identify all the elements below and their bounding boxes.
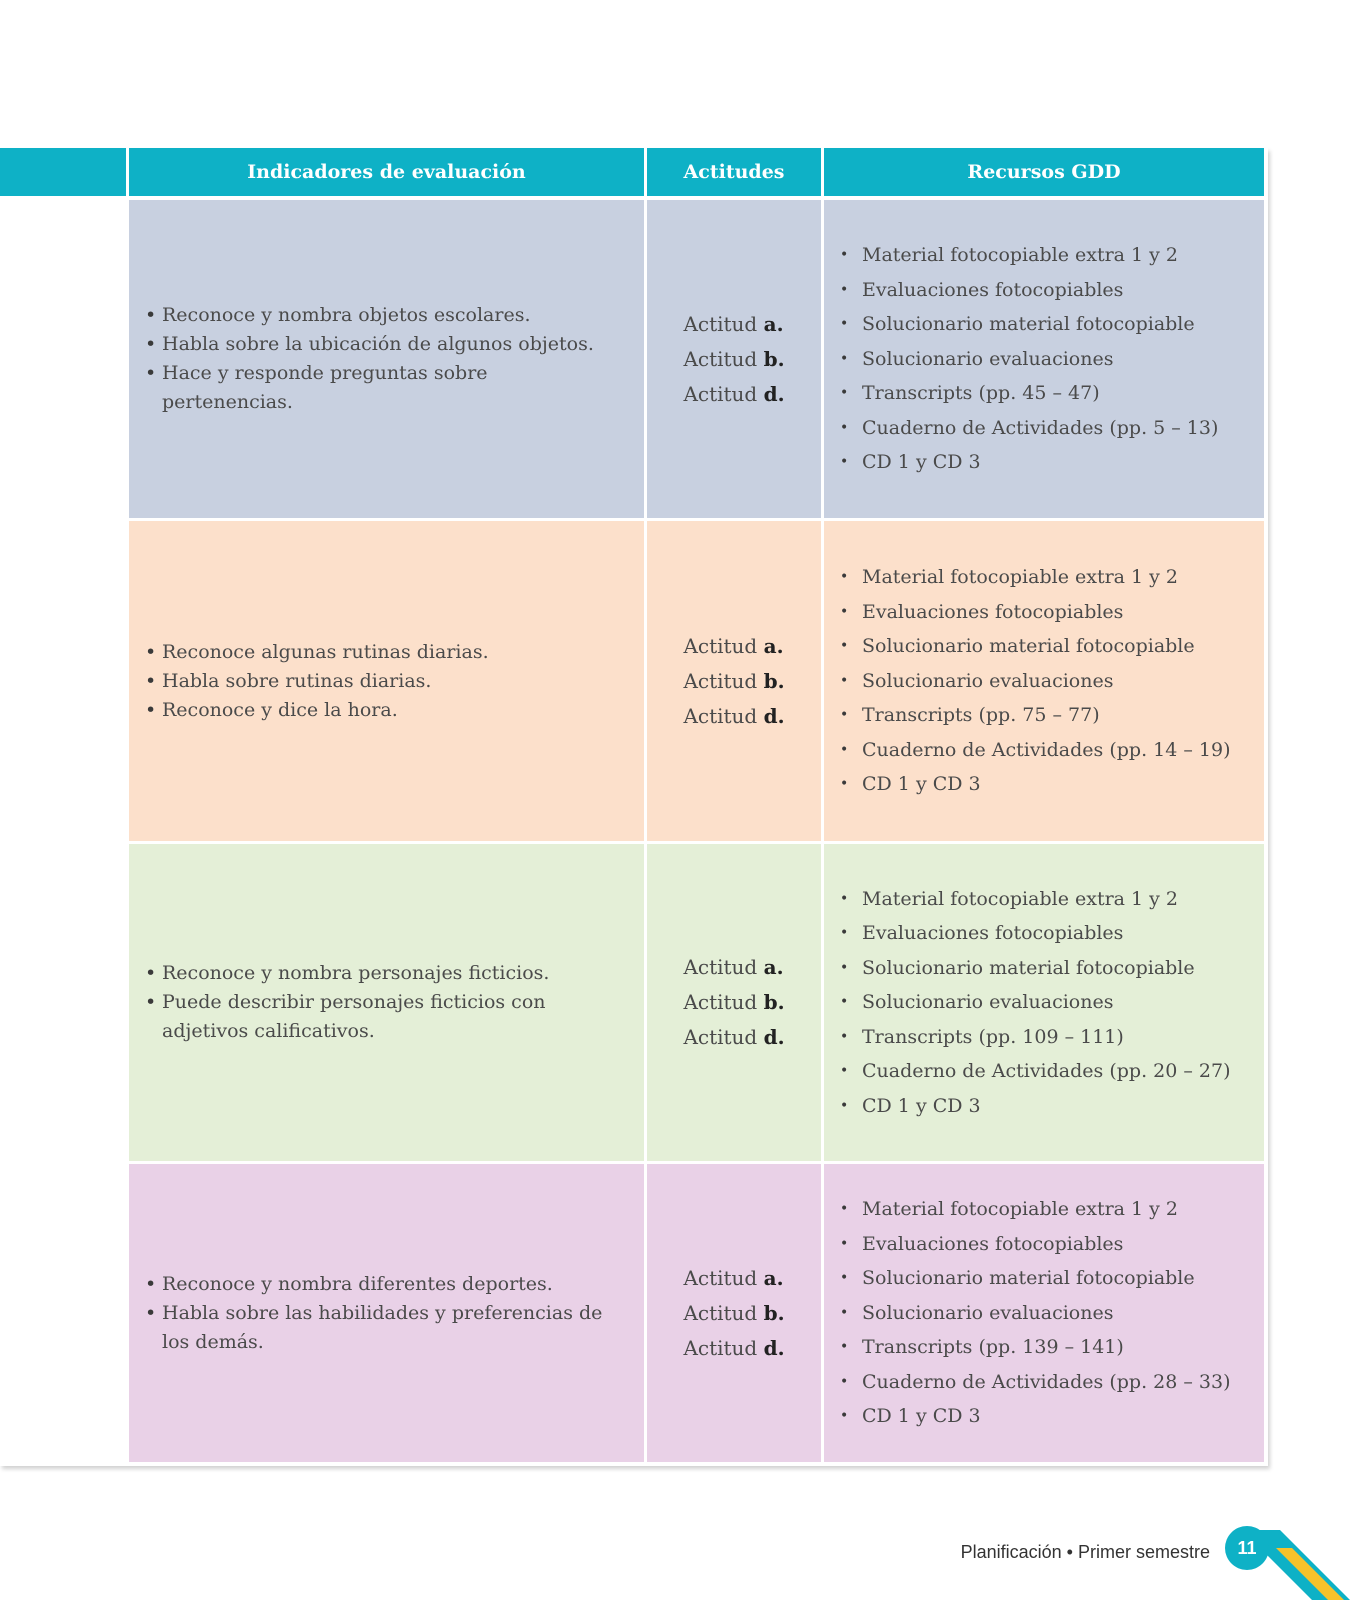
resource-item: • Solucionario material fotocopiable — [838, 951, 1231, 986]
page-number: 11 — [1225, 1526, 1269, 1570]
attitude-prefix: Actitud — [683, 990, 758, 1014]
attitude-prefix: Actitud — [683, 346, 758, 371]
resource-item: • Solucionario material fotocopiable — [838, 629, 1231, 664]
indicators-cell — [129, 844, 644, 1161]
indicators-cell — [129, 521, 644, 841]
resources-cell — [824, 521, 1264, 841]
indicator-item: • Reconoce y nombra personajes ficticios. — [145, 959, 624, 988]
indicator-item: • Hace y responde preguntas sobre pertenencias. — [145, 359, 624, 417]
resource-item: • Material fotocopiable extra 1 y 2 — [838, 238, 1218, 273]
attitude-item — [683, 377, 784, 412]
indicator-item: • Habla sobre rutinas diarias. — [145, 667, 489, 696]
indicator-item: • Reconoce y nombra diferentes deportes. — [145, 1270, 624, 1299]
attitude-prefix: Actitud — [683, 955, 758, 979]
attitudes-list — [683, 1261, 784, 1366]
attitude-letter: a. — [763, 311, 784, 336]
attitude-item — [683, 307, 784, 342]
indicators-cell — [129, 200, 644, 518]
resource-item: • Transcripts (pp. 109 – 111) — [838, 1020, 1231, 1055]
resource-item: • Cuaderno de Actividades (pp. 28 – 33) — [838, 1365, 1231, 1400]
attitude-letter: b. — [763, 990, 785, 1014]
attitude-letter: d. — [763, 703, 785, 728]
indicator-item: • Puede describir personajes ficticios con adjetivos calificativos. — [145, 988, 624, 1046]
attitudes-list — [683, 629, 784, 734]
indicators-list — [145, 959, 624, 1046]
attitude-letter: a. — [763, 1265, 784, 1290]
footer-section-label: Planificación • Primer semestre — [960, 1542, 1210, 1562]
attitude-letter: a. — [763, 955, 784, 979]
resource-item: • Material fotocopiable extra 1 y 2 — [838, 560, 1231, 595]
resource-item: • Transcripts (pp. 75 – 77) — [838, 698, 1231, 733]
attitude-letter: d. — [763, 1335, 785, 1360]
attitude-prefix: Actitud — [683, 1335, 758, 1360]
attitude-letter: b. — [763, 668, 785, 693]
attitude-prefix: Actitud — [683, 668, 758, 693]
attitude-letter: a. — [763, 633, 784, 658]
attitude-item — [683, 1020, 784, 1055]
attitude-letter: b. — [763, 1300, 785, 1325]
resource-item: • CD 1 y CD 3 — [838, 1089, 1231, 1124]
attitude-prefix: Actitud — [683, 311, 758, 336]
attitudes-cell — [647, 521, 821, 841]
resource-item: • Solucionario evaluaciones — [838, 342, 1218, 377]
resource-item: • Solucionario evaluaciones — [838, 985, 1231, 1020]
indicators-cell — [129, 1164, 644, 1462]
attitude-item — [683, 664, 784, 699]
attitude-item — [683, 950, 784, 985]
attitudes-list — [683, 950, 784, 1055]
resource-item: • Transcripts (pp. 139 – 141) — [838, 1330, 1231, 1365]
attitude-prefix: Actitud — [683, 1300, 758, 1325]
resource-item: • Material fotocopiable extra 1 y 2 — [838, 882, 1231, 917]
indicators-list — [145, 638, 489, 725]
resource-item: • Solucionario evaluaciones — [838, 664, 1231, 699]
header-stub — [0, 148, 126, 196]
header-indicators: Indicadores de evaluación — [129, 148, 644, 196]
attitudes-list — [683, 307, 784, 412]
attitude-prefix: Actitud — [683, 633, 758, 658]
indicators-list — [145, 301, 624, 417]
indicator-item: • Reconoce y nombra objetos escolares. — [145, 301, 624, 330]
attitude-item — [683, 1261, 784, 1296]
resource-item: • Cuaderno de Actividades (pp. 5 – 13) — [838, 411, 1218, 446]
resource-item: • Evaluaciones fotocopiables — [838, 273, 1218, 308]
resource-item: • Solucionario material fotocopiable — [838, 1261, 1231, 1296]
attitude-item — [683, 1296, 784, 1331]
resource-item: • Evaluaciones fotocopiables — [838, 916, 1231, 951]
attitude-prefix: Actitud — [683, 1265, 758, 1290]
resources-cell — [824, 844, 1264, 1161]
attitudes-cell — [647, 1164, 821, 1462]
resource-item: • Solucionario material fotocopiable — [838, 307, 1218, 342]
resources-cell — [824, 200, 1264, 518]
indicator-item: • Habla sobre las habilidades y preferencias de los demás. — [145, 1299, 624, 1357]
header-resources: Recursos GDD — [824, 148, 1264, 196]
resources-list — [838, 882, 1231, 1124]
resources-list — [838, 560, 1231, 802]
resource-item: • Transcripts (pp. 45 – 47) — [838, 376, 1218, 411]
indicator-item: • Reconoce algunas rutinas diarias. — [145, 638, 489, 667]
attitude-item — [683, 342, 784, 377]
attitude-letter: d. — [763, 381, 785, 406]
attitude-prefix: Actitud — [683, 381, 758, 406]
attitude-letter: b. — [763, 346, 785, 371]
resources-cell — [824, 1164, 1264, 1462]
resource-item: • CD 1 y CD 3 — [838, 767, 1231, 802]
attitude-item — [683, 629, 784, 664]
indicators-list — [145, 1270, 624, 1357]
attitude-letter: d. — [763, 1025, 785, 1049]
attitudes-cell — [647, 200, 821, 518]
resource-item: • CD 1 y CD 3 — [838, 1399, 1231, 1434]
resources-list — [838, 238, 1218, 480]
attitude-prefix: Actitud — [683, 703, 758, 728]
resource-item: • CD 1 y CD 3 — [838, 445, 1218, 480]
resources-list — [838, 1192, 1231, 1434]
resource-item: • Cuaderno de Actividades (pp. 20 – 27) — [838, 1054, 1231, 1089]
attitudes-cell — [647, 844, 821, 1161]
resource-item: • Cuaderno de Actividades (pp. 14 – 19) — [838, 733, 1231, 768]
attitude-item — [683, 699, 784, 734]
attitude-prefix: Actitud — [683, 1025, 758, 1049]
planning-table — [0, 148, 1268, 1466]
header-attitudes: Actitudes — [647, 148, 821, 196]
resource-item: • Evaluaciones fotocopiables — [838, 595, 1231, 630]
attitude-item — [683, 1331, 784, 1366]
indicator-item: • Reconoce y dice la hora. — [145, 696, 489, 725]
indicator-item: • Habla sobre la ubicación de algunos objetos. — [145, 330, 624, 359]
resource-item: • Solucionario evaluaciones — [838, 1296, 1231, 1331]
resource-item: • Material fotocopiable extra 1 y 2 — [838, 1192, 1231, 1227]
attitude-item — [683, 985, 784, 1020]
resource-item: • Evaluaciones fotocopiables — [838, 1227, 1231, 1262]
